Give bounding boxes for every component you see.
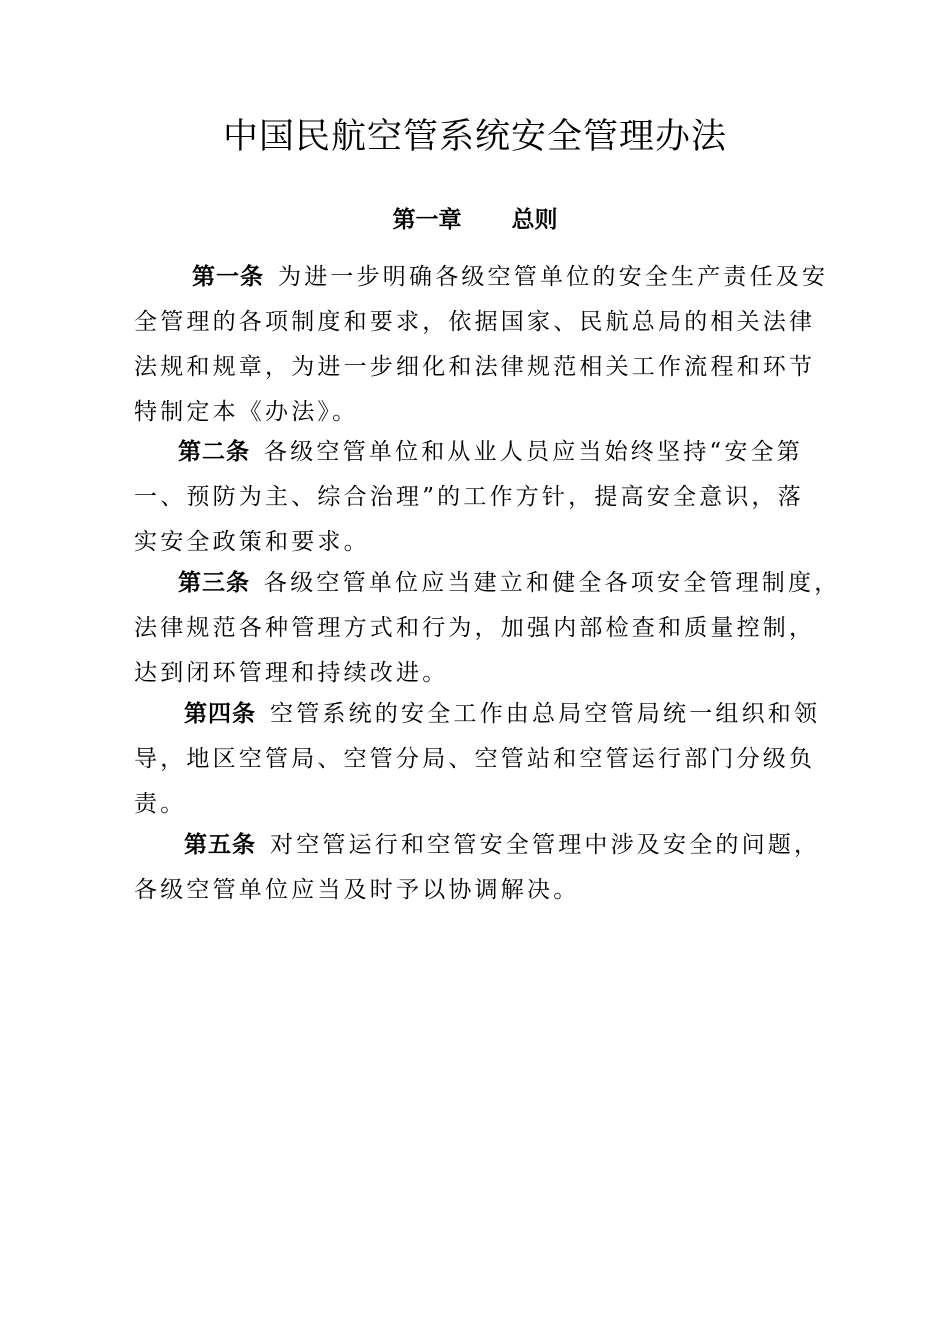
article-label: 第一条 bbox=[192, 264, 264, 290]
article-line bbox=[134, 430, 834, 475]
chapter-heading bbox=[0, 200, 950, 240]
article-4 bbox=[134, 692, 834, 827]
article-line: 特制定本《办法》。 bbox=[134, 399, 359, 425]
article-line: 责。 bbox=[134, 791, 187, 817]
article-line: 各级空管单位应当及时予以协调解决。 bbox=[134, 877, 580, 903]
article-2 bbox=[134, 430, 834, 565]
article-3 bbox=[134, 561, 841, 696]
article-text: 为进一步明确各级空管单位的安全生产责任及安 bbox=[278, 264, 829, 290]
article-line bbox=[134, 692, 834, 737]
article-line: 达到闭环管理和持续改进。 bbox=[134, 660, 449, 686]
chapter-name: 总则 bbox=[511, 207, 558, 233]
article-line: 导，地区空管局、空管分局、空管站和空管运行部门分级负 bbox=[134, 746, 816, 772]
article-label: 第五条 bbox=[184, 832, 256, 858]
article-label: 第二条 bbox=[178, 439, 250, 465]
article-text: 对空管运行和空管安全管理中涉及安全的问题， bbox=[270, 832, 821, 858]
article-line: 实安全政策和要求。 bbox=[134, 529, 370, 555]
article-line bbox=[134, 255, 834, 300]
article-5 bbox=[134, 823, 834, 913]
article-line bbox=[134, 561, 841, 606]
article-text: 各级空管单位和从业人员应当始终坚持“安全第 bbox=[264, 439, 803, 465]
article-label: 第四条 bbox=[184, 701, 256, 727]
article-text: 各级空管单位应当建立和健全各项安全管理制度， bbox=[264, 570, 841, 596]
document-title: 中国民航空管系统安全管理办法 bbox=[222, 117, 727, 157]
chapter-number: 第一章 bbox=[392, 207, 462, 233]
article-1 bbox=[134, 255, 834, 435]
article-label: 第三条 bbox=[178, 570, 250, 596]
article-line bbox=[134, 823, 834, 868]
article-line: 法律规范各种管理方式和行为，加强内部检查和质量控制， bbox=[134, 615, 816, 641]
article-line: 一、预防为主、综合治理”的工作方针，提高安全意识，落 bbox=[134, 484, 804, 510]
article-text: 空管系统的安全工作由总局空管局统一组织和领 bbox=[270, 701, 821, 727]
article-line: 法规和规章，为进一步细化和法律规范相关工作流程和环节 bbox=[134, 354, 816, 380]
article-line: 全管理的各项制度和要求，依据国家、民航总局的相关法律 bbox=[134, 309, 816, 335]
